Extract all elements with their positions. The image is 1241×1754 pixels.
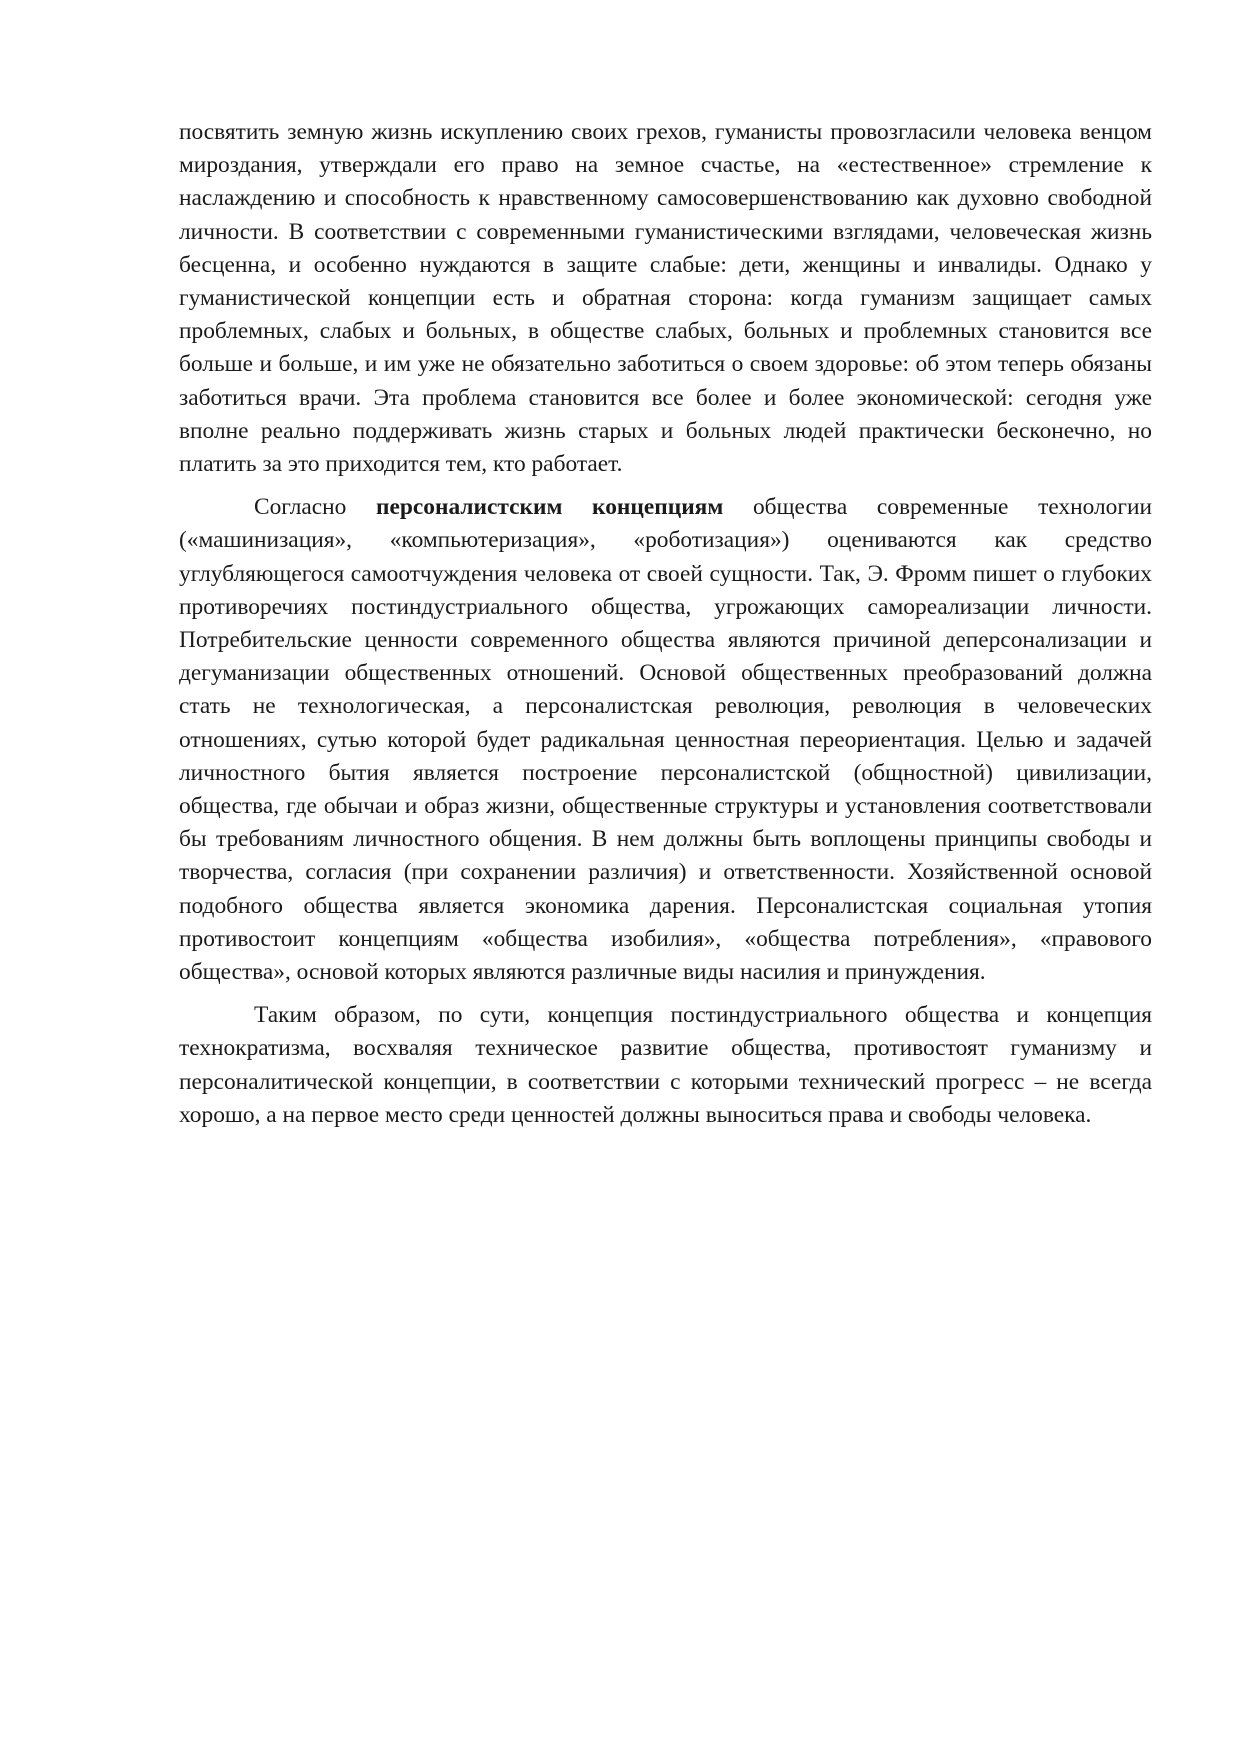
paragraph-personalism-lead: Согласно xyxy=(254,494,377,521)
paragraph-personalism xyxy=(179,491,1152,989)
paragraph-personalism-term: персоналистским концепциям xyxy=(376,494,724,521)
paragraph-conclusion: Таким образом, по сути, концепция постиндустриального общества и концепция технократизма, восхваляя техническое развитие общества, противостоят гуманизму и персоналитической концепции, в соответствии с которыми технический прогресс – не всегда хорошо, а на первое место среди ценностей должны выноситься права и свободы человека. xyxy=(179,1002,1152,1128)
document-body xyxy=(179,116,1152,1142)
paragraph-humanism: посвятить земную жизнь искуплению своих грехов, гуманисты провозгласили человека венцом мироздания, утверждали его право на земное счастье, на «естественное» стремление к наслаждению и способность к нравственному самосовершенствованию как духовно свободной личности. В соответствии с современными гуманистическими взглядами, человеческая жизнь бесценна, и особенно нуждаются в защите слабые: дети, женщины и инвалиды. Однако у гуманистической концепции есть и обратная сторона: когда гуманизм защищает самых проблемных, слабых и больных, в обществе слабых, больных и проблемных становится все больше и больше, и им уже не обязательно заботиться о своем здоровье: об этом теперь обязаны заботиться врачи. Эта проблема становится все более и более экономической: сегодня уже вполне реально поддерживать жизнь старых и больных людей практически бесконечно, но платить за это приходится тем, кто работает. xyxy=(179,119,1152,478)
paragraph-personalism-rest: общества современные технологии («машинизация», «компьютеризация», «роботизация») оцениваются как средство углубляющегося самоотчуждения человека от своей сущности. Так, Э. Фромм пишет о глубоких противоречиях постиндустриального общества, угрожающих самореализации личности. Потребительские ценности современного общества являются причиной деперсонализации и дегуманизации общественных отношений. Основой общественных преобразований должна стать не технологическая, а персоналистская революция, революция в человеческих отношениях, сутью которой будет радикальная ценностная переориентация. Целью и задачей личностного бытия является построение персоналистской (общностной) цивилизации, общества, где обычаи и образ жизни, общественные структуры и установления соответствовали бы требованиям личностного общения. В нем должны быть воплощены принципы свободы и творчества, согласия (при сохранении различия) и ответственности. Хозяйственной основой подобного общества является экономика дарения. Персоналистская социальная утопия противостоит концепциям «общества изобилия», «общества потребления», «правового общества», основой которых являются различные виды насилия и принуждения. xyxy=(179,494,1153,986)
